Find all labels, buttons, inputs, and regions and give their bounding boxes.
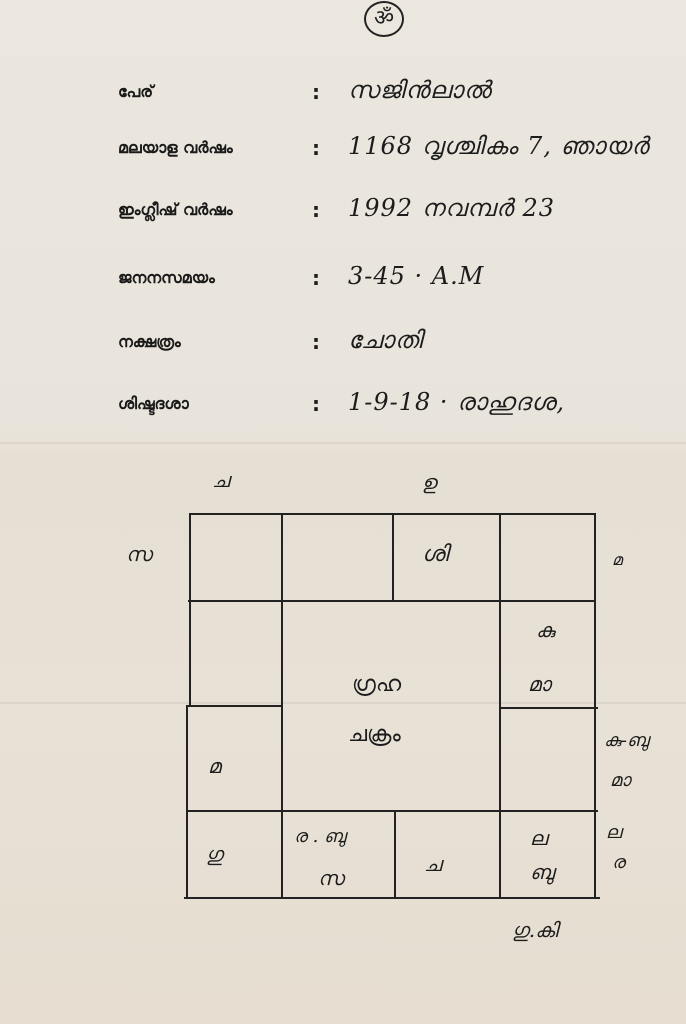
cell-r4c4-a: ല [530,826,548,850]
grid-line [186,810,598,812]
cell-r3c1: മ [208,754,221,778]
outside-label-right-bottom-a: ല [606,822,622,843]
cell-r4c2-a: ര . ബു [294,826,346,847]
detail-label: ഇംഗ്ലീഷ് വർഷം [118,200,233,219]
cell-r1c3: ശി [422,542,449,567]
colon: : [312,198,320,222]
detail-value: സജിൻലാൽ [348,76,492,104]
chart-center-line2: ചക്രം [348,722,401,747]
colon: : [312,392,320,416]
detail-label: മലയാള വർഷം [118,138,233,157]
grid-line [392,513,394,602]
outside-label-left: സ [126,542,152,566]
outside-label-bottom: ഗു.കി [512,918,558,942]
colon: : [312,80,320,104]
grid-line [281,513,283,899]
grid-line [189,513,191,707]
outside-label-right-mid-a: കു-ബു [604,730,649,751]
outside-label-top-left: ച [212,468,230,492]
detail-label: പേര് [118,82,154,101]
cell-r4c3: ച [424,852,442,876]
cell-r2c4-a: കു [536,618,555,642]
cell-r4c4-b: ബു [530,860,555,884]
grid-line [184,897,600,899]
cell-r2c4-b: മാ [528,672,551,696]
outside-label-right-bottom-b: ര [612,852,625,873]
colon: : [312,266,320,290]
grid-line [394,812,396,899]
detail-value: 3-45 · A.M [348,262,485,290]
detail-value: 1992 നവമ്പർ 23 [348,194,556,222]
outside-label-right-top: മ [612,550,623,569]
chart-center-line1: ഗ്രഹ [352,672,402,697]
cell-r4c1: ഗു [206,842,223,866]
detail-value: 1168 വൃശ്ചികം 7, ഞായർ [348,132,650,160]
cell-r4c2-b: സ [318,866,344,890]
grid-line [499,513,501,899]
grid-line [500,707,598,709]
grid-line [594,513,596,899]
grid-line [186,705,282,707]
om-symbol: ॐ [364,1,404,37]
colon: : [312,136,320,160]
outside-label-top-center: ഉ [422,470,437,494]
detail-value: ചോതി [348,326,423,354]
grid-line [186,705,188,899]
colon: : [312,330,320,354]
detail-label: ജനനസമയം [118,268,215,287]
detail-value: 1-9-18 · രാഹുദശ, [348,388,565,416]
detail-label: നക്ഷത്രം [118,332,181,351]
outside-label-right-mid-b: മാ [610,770,631,791]
detail-label: ശിഷ്ടദശാ [118,394,189,413]
